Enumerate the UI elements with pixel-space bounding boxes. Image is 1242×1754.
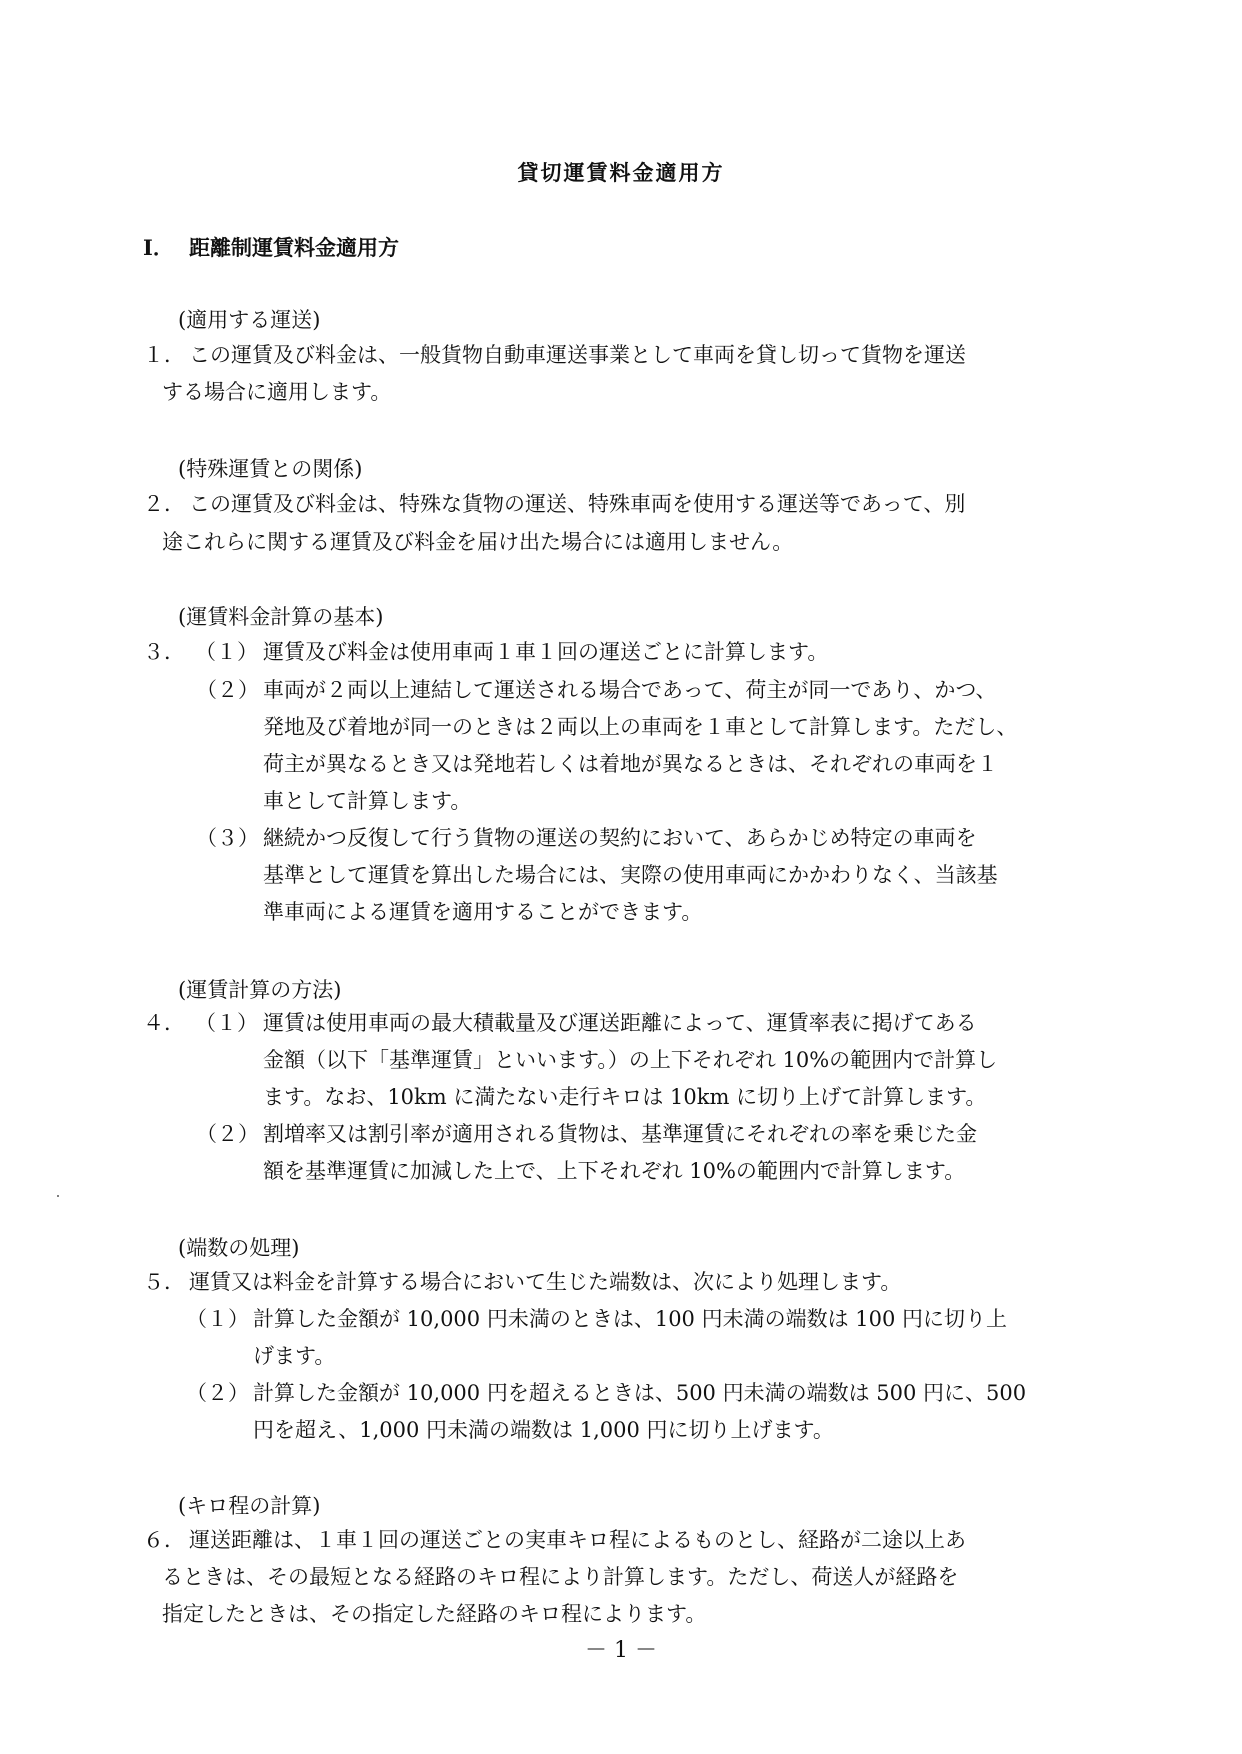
- item-4-sub-2-label: （２）: [196, 1122, 259, 1146]
- item-3-sub-3-line-2: 基準として運賃を算出した場合には、実際の使用車両にかかわりなく、当該基: [263, 863, 998, 887]
- item-4-sub-1-line-2: 金額（以下「基準運賃」といいます。）の上下それぞれ 10%の範囲内で計算し: [263, 1048, 998, 1072]
- item-4-heading: (運賃計算の方法): [178, 978, 342, 1002]
- item-1-heading: (適用する運送): [178, 308, 321, 332]
- item-3-sub-2-line-4: 車として計算します。: [263, 789, 472, 813]
- item-3-sub-3-line-3: 準車両による運賃を適用することができます。: [263, 900, 703, 924]
- item-4-sub-1-line-3: ます。なお、10km に満たない走行キロは 10km に切り上げて計算します。: [263, 1085, 987, 1109]
- item-3-sub-2-line-3: 荷主が異なるとき又は発地若しくは着地が異なるときは、それぞれの車両を１: [263, 752, 998, 776]
- item-5-sub-1-line-2: げます。: [253, 1344, 336, 1368]
- document-page: 貸切運賃料金適用方 Ⅰ． 距離制運賃料金適用方 (適用する運送) １． この運賃及び料金は、一般貨物自動車運送事業として車両を貸し切って貨物を運送 する場合に適用します。 (特殊運賃との関係) ２． この運賃及び料金は、特殊な貨物の運送、特殊車両を使用する運送等であって、別 途これらに関する運賃及び料金を届け出た場合には適用しません。 (運賃料金計算の基本) ３． （１） 運賃及び料金は使用車両１車１回の運送ごとに計算します。 （２） 車両が２両以上連結して運送される場合であって、荷主が同一であり、かつ、 発地及び着地が同一のときは２両以上の車両を１車として計算します。ただし、 荷主が異なるとき又は発地若しくは着地が異なるときは、それぞれの車両を１ 車として計算します。 （３） 継続かつ反復して行う貨物の運送の契約において、あらかじめ特定の車両を 基準として運賃を算出した場合には、実際の使用車両にかかわりなく、当該基 準車両による運賃を適用することができます。 (運賃計算の方法) ４． （１） 運賃は使用車両の最大積載量及び運送距離によって、運賃率表に掲げてある 金額（以下「基準運賃」といいます。）の上下それぞれ 10%の範囲内で計算し ます。なお、10km に満たない走行キロは 10km に切り上げて計算します。 （２） 割増率又は割引率が適用される貨物は、基準運賃にそれぞれの率を乗じた金 額を基準運賃に加減した上で、上下それぞれ 10%の範囲内で計算します。 (端数の処理) ５． 運賃又は料金を計算する場合において生じた端数は、次により処理します。 （１） 計算した金額が 10,000 円未満のときは、100 円未満の端数は 100 円に切り上 げます。 （２） 計算した金額が 10,000 円を超えるときは、500 円未満の端数は 500 円に、500 円を超え、1,000 円未満の端数は 1,000 円に切り上げます。 (キロ程の計算) ６． 運送距離は、１車１回の運送ごとの実車キロ程によるものとし、経路が二途以上あ るときは、その最短となる経路のキロ程により計算します。ただし、荷送人が経路を 指定したときは、その指定した経路のキロ程によります。 － 1 －: [0, 0, 1242, 1754]
- item-6-number: ６．: [143, 1528, 185, 1552]
- section-number: Ⅰ．: [143, 235, 174, 260]
- item-3-number: ３．: [143, 640, 185, 664]
- item-4-sub-1-label: （１）: [195, 1011, 258, 1035]
- page-number: － 1 －: [585, 1638, 657, 1663]
- item-4-number: ４．: [143, 1011, 185, 1035]
- item-1-line-2: する場合に適用します。: [162, 380, 392, 404]
- section-title: 距離制運賃料金適用方: [189, 235, 399, 260]
- item-6-heading: (キロ程の計算): [178, 1494, 321, 1518]
- item-3-sub-3-label: （３）: [196, 826, 259, 850]
- item-5-sub-2-line-2: 円を超え、1,000 円未満の端数は 1,000 円に切り上げます。: [253, 1418, 834, 1442]
- item-2-number: ２．: [143, 492, 185, 516]
- item-1-number: １．: [143, 343, 185, 367]
- item-5-number: ５．: [143, 1270, 185, 1294]
- scan-speck: [57, 1195, 59, 1197]
- item-5-sub-2-label: （２）: [186, 1381, 249, 1405]
- item-2-line-2: 途これらに関する運賃及び料金を届け出た場合には適用しません。: [162, 530, 794, 554]
- item-4-sub-2-line-2: 額を基準運賃に加減した上で、上下それぞれ 10%の範囲内で計算します。: [263, 1159, 966, 1183]
- section-heading: [143, 232, 399, 262]
- document-title: 貸切運賃料金適用方: [517, 160, 725, 185]
- item-3-heading: (運賃料金計算の基本): [178, 605, 384, 629]
- item-3-sub-2-label: （２）: [196, 678, 259, 702]
- item-6-line-3: 指定したときは、その指定した経路のキロ程によります。: [162, 1602, 707, 1626]
- item-3-sub-2-line-2: 発地及び着地が同一のときは２両以上の車両を１車として計算します。ただし、: [263, 715, 1018, 739]
- item-2-heading: (特殊運賃との関係): [178, 457, 363, 481]
- item-6-line-2: るときは、その最短となる経路のキロ程により計算します。ただし、荷送人が経路を: [162, 1565, 959, 1589]
- item-5-sub-1-label: （１）: [186, 1307, 249, 1331]
- item-3-sub-1-label: （１）: [195, 640, 258, 664]
- item-5-heading: (端数の処理): [178, 1236, 300, 1260]
